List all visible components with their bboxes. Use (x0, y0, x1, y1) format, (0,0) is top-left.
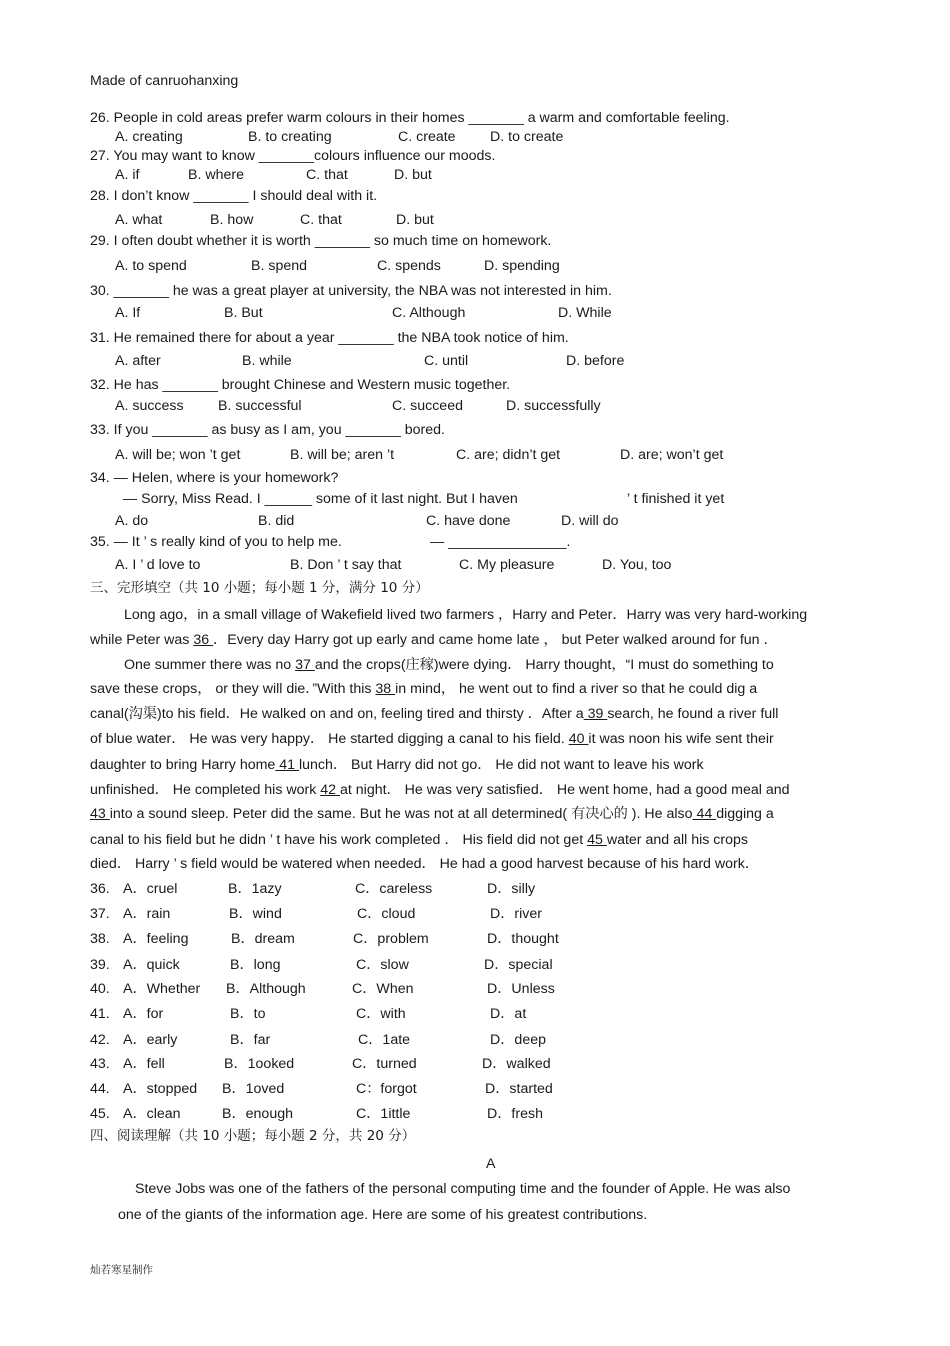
q34-option-a: A. do (115, 513, 149, 529)
q35-option-b: B. Don ’ t say that (290, 557, 402, 573)
cloze-number: 42. (90, 1032, 110, 1048)
q33-option-b: B. will be; aren ’t (290, 447, 395, 463)
cloze-38-d: D．thought (487, 931, 559, 947)
cloze-41-c: C．with (356, 1006, 406, 1022)
blank-38: 38 (375, 681, 396, 697)
cloze-43-d: D．walked (482, 1056, 551, 1072)
passage-line-10 (90, 831, 748, 849)
passage-text: unfinished． He completed his work (90, 782, 321, 798)
q27-option-d: D. but (394, 167, 432, 183)
cloze-number: 39. (90, 957, 110, 973)
q33-option-a: A. will be; won ’t get (115, 447, 241, 463)
cloze-39-d: D．special (484, 957, 553, 973)
question-32: 32. He has _______ brought Chinese and Western music together. (90, 377, 511, 393)
passage-text: daughter to bring Harry home (90, 757, 276, 773)
passage-text: canal(沟渠)to his field．He walked on and on, feeling tired and thirsty ．After a (90, 706, 584, 722)
cloze-45-b: B．enough (222, 1106, 293, 1122)
q28-option-c: C. that (300, 212, 342, 228)
q27-option-c: C. that (306, 167, 348, 183)
cloze-36-a: A．cruel (123, 881, 178, 897)
q34-option-c: C. have done (426, 513, 511, 529)
q27-option-b: B. where (188, 167, 244, 183)
q26-option-b: B. to creating (248, 129, 332, 145)
passage-text: digging a (716, 806, 774, 822)
passage-line-1: Long ago，in a small village of Wakefield lived two farmers ，Harry and Peter．Harry was very hard-working (124, 607, 808, 623)
cloze-38-a: A．feeling (123, 931, 189, 947)
cloze-41-d: D．at (490, 1006, 527, 1022)
blank-42: 42 (320, 782, 340, 798)
cloze-number: 38. (90, 931, 110, 947)
passage-line-11: died． Harry ’ s field would be watered when needed． He had a good harvest because of his hard work． (90, 856, 760, 872)
question-35-reply: — _______________. (430, 534, 571, 550)
q29-option-d: D. spending (484, 258, 560, 274)
section-3-heading: 三、完形填空（共 10 小题；每小题 1 分，满分 10 分） (90, 580, 429, 596)
passage-text: in mind， he went out to find a river so that he could dig a (395, 681, 758, 697)
q33-option-c: C. are; didn’t get (456, 447, 561, 463)
cloze-36-d: D．silly (487, 881, 536, 897)
passage-line-5 (90, 705, 778, 723)
q32-option-a: A. success (115, 398, 184, 414)
q35-option-c: C. My pleasure (459, 557, 555, 573)
cloze-45-d: D．fresh (487, 1106, 543, 1122)
passage-text: save these crops， or they will die．”With this (90, 681, 376, 697)
q31-option-d: D. before (566, 353, 625, 369)
cloze-40-d: D．Unless (487, 981, 555, 997)
question-29: 29. I often doubt whether it is worth _______ so much time on homework. (90, 233, 552, 249)
q29-option-c: C. spends (377, 258, 441, 274)
q29-option-b: B. spend (251, 258, 308, 274)
reading-line-2: one of the giants of the information age. Here are some of his greatest contributions. (118, 1207, 648, 1223)
cloze-43-c: C．turned (352, 1056, 417, 1072)
q32-option-b: B. successful (218, 398, 302, 414)
passage-line-8 (90, 781, 790, 799)
passage-text: at night． He was very satisfied． He went home, had a good meal and (340, 782, 790, 798)
cloze-45-c: C．1ittle (356, 1106, 411, 1122)
question-31: 31. He remained there for about a year _______ the NBA took notice of him. (90, 330, 569, 346)
cloze-37-a: A．rain (123, 906, 171, 922)
cloze-41-a: A．for (123, 1006, 164, 1022)
passage-line-3 (124, 656, 774, 674)
cloze-45-a: A．clean (123, 1106, 181, 1122)
cloze-42-a: A．early (123, 1032, 178, 1048)
q30-option-c: C. Although (392, 305, 466, 321)
q29-option-a: A. to spend (115, 258, 187, 274)
cloze-number: 40. (90, 981, 110, 997)
q28-option-a: A. what (115, 212, 163, 228)
section-4-heading: 四、阅读理解（共 10 小题；每小题 2 分，共 20 分） (90, 1128, 416, 1144)
cloze-37-c: C．cloud (357, 906, 416, 922)
blank-45: 45 (587, 832, 607, 848)
blank-37: 37 (295, 657, 315, 673)
question-28: 28. I don’t know _______ I should deal with it. (90, 188, 378, 204)
cloze-44-c: C：forgot (356, 1081, 417, 1097)
passage-text: while Peter was (90, 632, 190, 648)
cloze-number: 41. (90, 1006, 110, 1022)
cloze-number: 43. (90, 1056, 110, 1072)
cloze-42-d: D．deep (490, 1032, 546, 1048)
cloze-37-d: D．river (490, 906, 543, 922)
cloze-40-a: A．Whether (123, 981, 201, 997)
q28-option-b: B. how (210, 212, 254, 228)
cloze-number: 44. (90, 1081, 110, 1097)
passage-line-2 (90, 631, 778, 649)
page-header: Made of canruohanxing (90, 73, 239, 89)
cloze-43-a: A．fell (123, 1056, 165, 1072)
passage-line-7 (90, 756, 704, 774)
q28-option-d: D. but (396, 212, 434, 228)
q26-option-a: A. creating (115, 129, 183, 145)
q26-option-c: C. create (398, 129, 456, 145)
cloze-36-b: B．1azy (228, 881, 282, 897)
q32-option-d: D. successfully (506, 398, 601, 414)
q31-option-b: B. while (242, 353, 292, 369)
passage-text: water and all his crops (606, 832, 748, 848)
passage-text: search, he found a river full (607, 706, 779, 722)
question-33: 33. If you _______ as busy as I am, you _______ bored. (90, 422, 445, 438)
blank-43: 43 (90, 806, 110, 822)
blank-41: 41 (275, 757, 299, 773)
passage-text: of blue water． He was very happy． He started digging a canal to his field. (90, 731, 569, 747)
cloze-number: 37. (90, 906, 110, 922)
passage-line-9 (90, 805, 774, 823)
question-30: 30. _______ he was a great player at university, the NBA was not interested in him. (90, 283, 612, 299)
cloze-39-b: B．long (230, 957, 281, 973)
cloze-39-a: A．quick (123, 957, 180, 973)
passage-text: and the crops(庄稼)were dying． Harry thought，“I must do something to (314, 657, 774, 673)
passage-text: One summer there was no (124, 657, 296, 673)
q33-option-d: D. are; won’t get (620, 447, 724, 463)
q27-option-a: A. if (115, 167, 140, 183)
passage-text: canal to his field but he didn ’ t have his work completed ． His field did not get (90, 832, 588, 848)
q35-option-d: D. You, too (602, 557, 672, 573)
cloze-number: 36. (90, 881, 110, 897)
q30-option-d: D. While (558, 305, 612, 321)
question-34-reply-end: ’ t finished it yet (627, 491, 725, 507)
passage-text: it was noon his wife sent their (588, 731, 774, 747)
blank-39: 39 (583, 706, 608, 722)
cloze-42-b: B．far (230, 1032, 271, 1048)
passage-line-6 (90, 730, 774, 748)
cloze-38-b: B．dream (231, 931, 295, 947)
passage-text: lunch． But Harry did not go． He did not want to leave his work (299, 757, 704, 773)
question-35: 35. — It ’ s really kind of you to help me. (90, 534, 342, 550)
q26-option-d: D. to create (490, 129, 564, 145)
cloze-44-b: B．1oved (222, 1081, 285, 1097)
page-footer: 灿若寒星制作 (90, 1264, 153, 1276)
blank-36: 36 (193, 632, 214, 648)
blank-44: 44 (692, 806, 717, 822)
q31-option-c: C. until (424, 353, 469, 369)
cloze-number: 45. (90, 1106, 110, 1122)
cloze-41-b: B．to (230, 1006, 266, 1022)
cloze-36-c: C．careless (355, 881, 433, 897)
cloze-43-b: B．1ooked (224, 1056, 295, 1072)
question-26: 26. People in cold areas prefer warm colours in their homes _______ a warm and comfortable feeling. (90, 110, 730, 126)
cloze-40-c: C．When (352, 981, 414, 997)
q31-option-a: A. after (115, 353, 161, 369)
passage-line-4 (90, 680, 757, 698)
cloze-40-b: B．Although (226, 981, 306, 997)
passage-text: ．Every day Harry got up early and came home late ， but Peter walked around for fun ． (213, 632, 778, 648)
cloze-42-c: C．1ate (358, 1032, 411, 1048)
cloze-37-b: B．wind (229, 906, 282, 922)
cloze-39-c: C．slow (356, 957, 409, 973)
question-34-reply: — Sorry, Miss Read. I ______ some of it last night. But I haven (123, 491, 518, 507)
blank-40: 40 (568, 731, 589, 747)
cloze-38-c: C．problem (353, 931, 429, 947)
reading-line-1: Steve Jobs was one of the fathers of the personal computing time and the founder of Apple. He was also (135, 1181, 791, 1197)
question-34: 34. — Helen, where is your homework? (90, 470, 339, 486)
q30-option-b: B. But (224, 305, 263, 321)
q34-option-b: B. did (258, 513, 295, 529)
question-27: 27. You may want to know _______colours influence our moods. (90, 148, 496, 164)
q34-option-d: D. will do (561, 513, 619, 529)
cloze-44-a: A．stopped (123, 1081, 198, 1097)
q32-option-c: C. succeed (392, 398, 463, 414)
reading-part-label: A (486, 1156, 496, 1172)
passage-text: into a sound sleep. Peter did the same. But he was not at all determined( 有决心的 ). He also (109, 806, 693, 822)
q30-option-a: A. If (115, 305, 141, 321)
q35-option-a: A. I ’ d love to (115, 557, 201, 573)
cloze-44-d: D．started (485, 1081, 553, 1097)
